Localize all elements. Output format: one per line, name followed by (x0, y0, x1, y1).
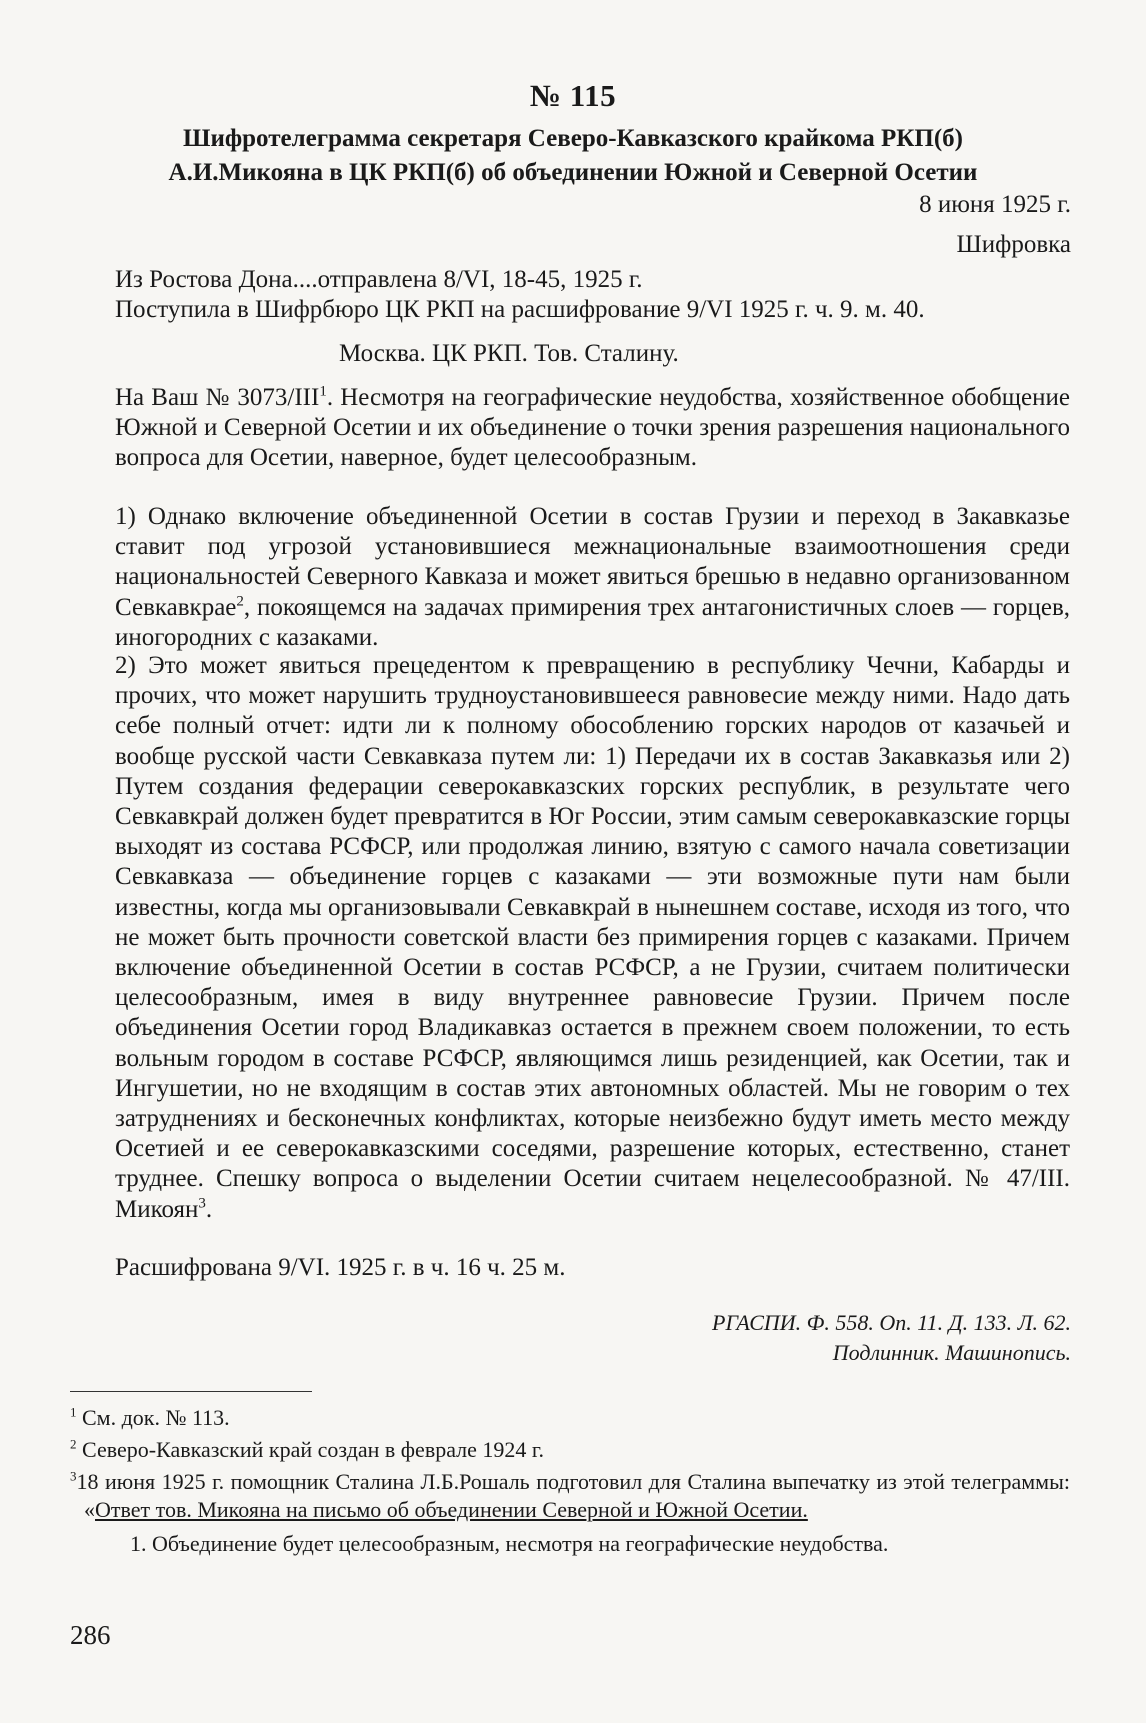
received-line: Поступила в Шифрбюро ЦК РКП на расшифрование 9/VI 1925 г. ч. 9. м. 40. (115, 296, 925, 323)
title-line-1: Шифротелеграмма секретаря Северо-Кавказского крайкома РКП(б) (182, 125, 963, 152)
footnote-1: $^1$ См. док. № 113. (70, 1404, 230, 1430)
paragraph-2: 1) Однако включение объединенной Осетии в состав Грузии и переход в Закавказье ставит под угрозой установившиеся межнациональные взаимоотношения среди национальностей Северного Кавказа и может явиться брешью в недавно организованном Севкавкрае$^2$, покоящемся на задачах примирения трех антагонистичных слоев — горцев, иногородних с казаками. (115, 503, 1070, 651)
document-title (100, 122, 1046, 190)
document-date: 8 июня 1925 г. (919, 191, 1071, 218)
title-line-2: А.И.Микояна в ЦК РКП(б) об объединении Южной и Северной Осетии (168, 159, 978, 186)
footnote-ref-2: 2 (236, 593, 244, 610)
footnote-2: $^2$ Северо-Кавказский край создан в феврале 1924 г. (70, 1436, 544, 1462)
original-note: Подлинник. Машинопись. (832, 1340, 1071, 1365)
addressee: Москва. ЦК РКП. Тов. Сталину. (339, 340, 679, 367)
sent-line: Из Ростова Дона....отправлена 8/VI, 18-45, 1925 г. (115, 266, 643, 293)
paragraph-1: На Ваш № 3073/III$^1$. Несмотря на географические неудобства, хозяйственное обобщение Южной и Северной Осетии и их объединение о точки зрения разрешения национального вопроса для Осетии, наверное, будет целесообразным. (115, 383, 1070, 472)
paragraph-3: 2) Это может явиться прецедентом к превращению в республику Чечни, Кабарды и прочих, что может нарушить трудноустановившееся равновесие между ними. Надо дать себе полный отчет: идти ли к полному обособлению горских народов от казачьей и вообще русской части Севкавказа путем ли: 1) Передачи их в состав Закавказья или 2) Путем создания федерации северокавказских горских республик, в результате чего Севкавкрай должен будет превратится в Юг России, этим самым северокавказские горцы выходят из состава РСФСР, или продолжая линию, взятую с самого начала советизации Севкавказа — объединение горцев с казаками — эти возможные пути нам были известны, когда мы организовывали Севкавкрай в нынешнем составе, исходя из того, что не может быть прочности советской власти без примирения горцев с казаками. Причем включение объединенной Осетии в состав РСФСР, а не Грузии, считаем политически целесообразным, имея в виду внутреннее равновесие Грузии. Причем после объединения Осетии город Владикавказ остается в прежнем своем положении, то есть вольным городом в составе РСФСР, являющимся лишь резиденцией, как Осетии, так и Ингушетии, но не входящим в состав этих автономных областей. Мы не говорим о тех затруднениях и бесконечных конфликтах, которые неизбежно будут иметь место между Осетией и ее северокавказскими соседями, разрешение которых, естественно, станет труднее. Спешку вопроса о выделении Осетии считаем нецелесообразной. № 47/III. Микоян$^3$. (115, 652, 1070, 1223)
footnote-ref-3: 3 (198, 1195, 206, 1212)
document-number: № 115 (529, 78, 617, 113)
footnote-3-list-item: 1. Объединение будет целесообразным, несмотря на географические неудобства. (130, 1531, 889, 1556)
page-number: 286 (70, 1620, 111, 1650)
archive-reference: РГАСПИ. Ф. 558. Оп. 11. Д. 133. Л. 62. (712, 1310, 1071, 1335)
decrypted-line: Расшифрована 9/VI. 1925 г. в ч. 16 ч. 25 м. (115, 1254, 566, 1281)
cipher-label: Шифровка (956, 231, 1071, 258)
footnote-divider (70, 1391, 312, 1392)
footnote-3: $^3$18 июня 1925 г. помощник Сталина Л.Б.Рошаль подготовил для Сталина выпечатку из этой телеграммы: «Ответ тов. Микояна на письмо об объединении Северной и Южной Осетии. (70, 1468, 1070, 1522)
footnote-ref-1: 1 (319, 383, 327, 400)
